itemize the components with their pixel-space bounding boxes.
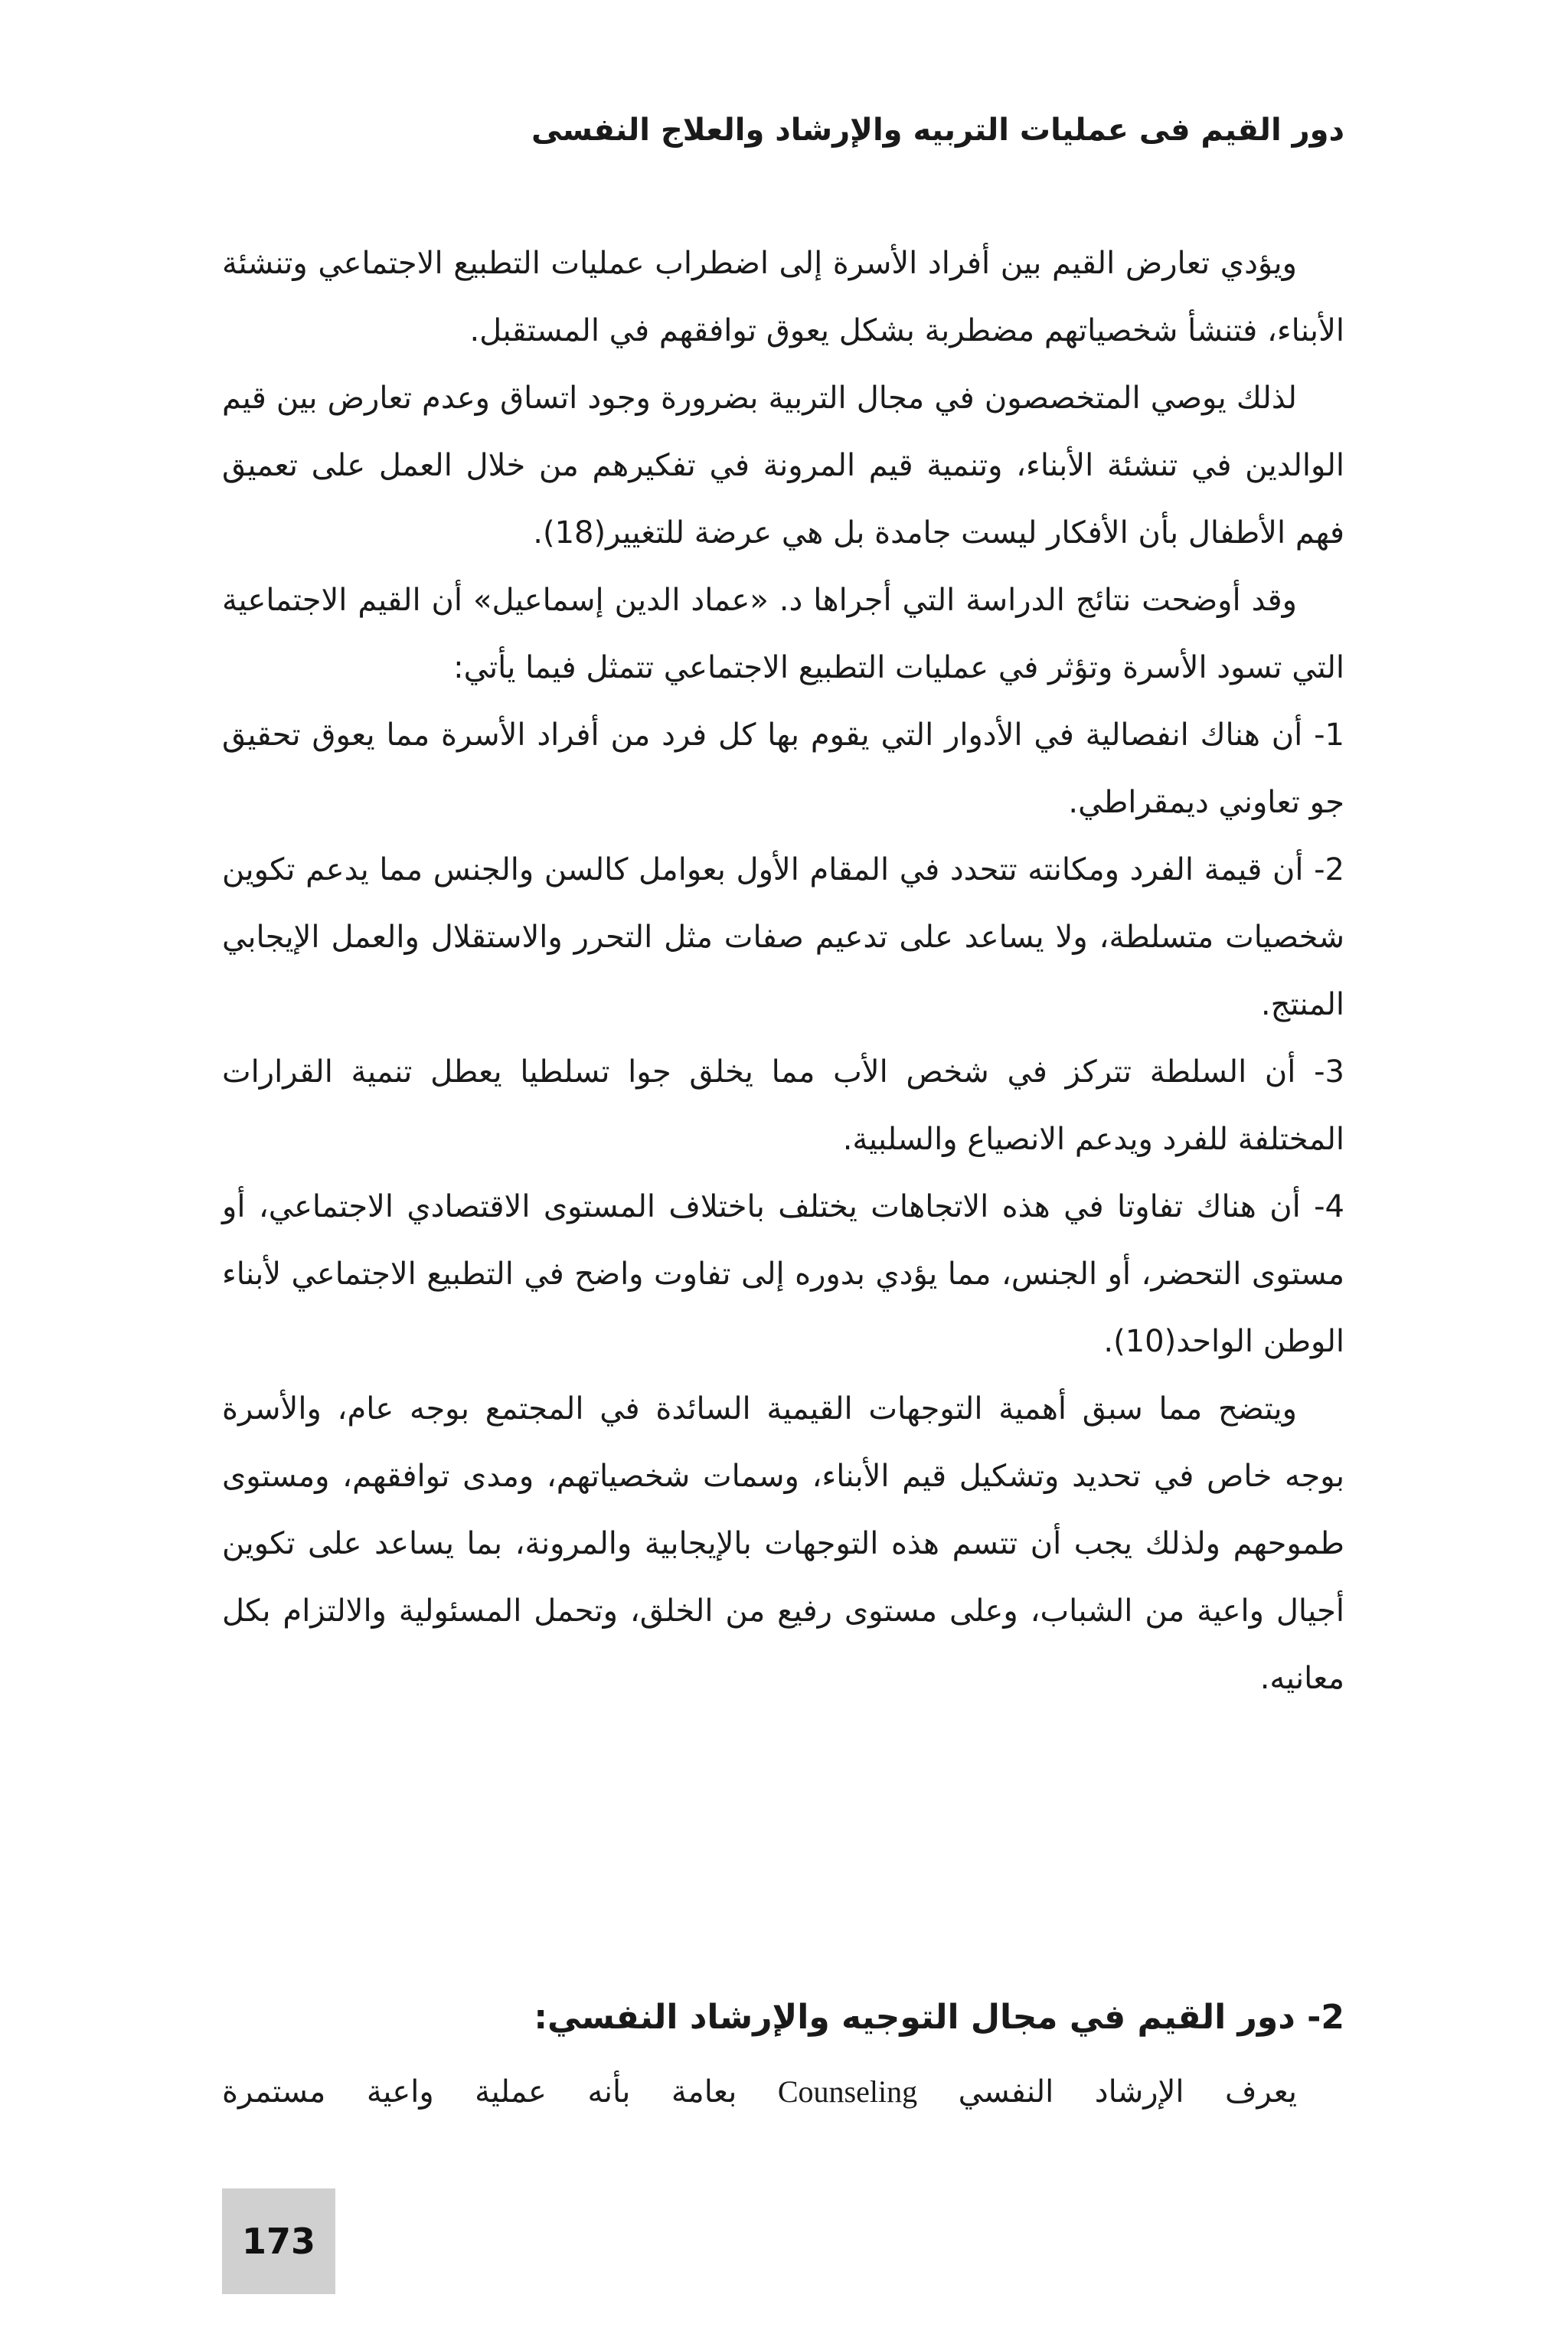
section-first-line [222, 2058, 1344, 2126]
list-item-2: 2- أن قيمة الفرد ومكانته تتحدد في المقام الأول بعوامل كالسن والجنس مما يدعم تكوين شخصيات متسلطة، ولا يساعد على تدعيم صفات مثل التحرر والاستقلال والعمل الإيجابي المنتج. [222, 852, 1344, 1022]
list-item-4: 4- أن هناك تفاوتا في هذه الاتجاهات يختلف باختلاف المستوى الاقتصادي الاجتماعي، أو مستوى التحضر، أو الجنس، مما يؤدي بدوره إلى تفاوت واضح في التطبيع الاجتماعي لأبناء الوطن الواحد(10). [222, 1189, 1344, 1359]
section-first-line-end: بعامة بأنه عملية واعية مستمرة [222, 2074, 737, 2110]
page-number: 173 [241, 2221, 316, 2262]
paragraph-study-results: وقد أوضحت نتائج الدراسة التي أجراها د. «عماد الدين إسماعيل» أن القيم الاجتماعية التي تسود الأسرة وتؤثر في عمليات التطبيع الاجتماعي تتمثل فيما يأتي: [222, 583, 1344, 685]
paragraph-value-conflict: ويؤدي تعارض القيم بين أفراد الأسرة إلى اضطراب عمليات التطبيع الاجتماعي وتنشئة الأبناء، فتنشأ شخصياتهم مضطربة بشكل يعوق توافقهم في المستقبل. [222, 246, 1344, 348]
section-heading: 2- دور القيم في مجال التوجيه والإرشاد النفسي: [534, 1998, 1344, 2037]
page-number-box [222, 2188, 335, 2294]
body-text [222, 230, 1344, 1712]
running-header: دور القيم فى عمليات التربيه والإرشاد والعلاج النفسى [531, 113, 1344, 148]
list-item-3: 3- أن السلطة تتركز في شخص الأب مما يخلق جوا تسلطيا يعطل تنمية القرارات المختلفة للفرد ويدعم الانصياع والسلبية. [222, 1054, 1344, 1157]
list-item-1: 1- أن هناك انفصالية في الأدوار التي يقوم بها كل فرد من أفراد الأسرة مما يعوق تحقيق جو تعاوني ديمقراطي. [222, 717, 1344, 820]
latin-term: Counseling [777, 2074, 918, 2109]
section-first-line-start: يعرف الإرشاد النفسي [958, 2074, 1297, 2110]
paragraph-conclusion: ويتضح مما سبق أهمية التوجهات القيمية السائدة في المجتمع بوجه عام، والأسرة بوجه خاص في تحديد وتشكيل قيم الأبناء، وسمات شخصياتهم، ومدى توافقهم، ومستوى طموحهم ولذلك يجب أن تتسم هذه التوجهات بالإيجابية والمرونة، بما يساعد على تكوين أجيال واعية من الشباب، وعلى مستوى رفيع من الخلق، وتحمل المسئولية والالتزام بكل معانيه. [222, 1391, 1344, 1696]
paragraph-recommendation: لذلك يوصي المتخصصون في مجال التربية بضرورة وجود اتساق وعدم تعارض بين قيم الوالدين في تنشئة الأبناء، وتنمية قيم المرونة في تفكيرهم من خلال العمل على تعميق فهم الأطفال بأن الأفكار ليست جامدة بل هي عرضة للتغيير(18). [222, 381, 1344, 551]
